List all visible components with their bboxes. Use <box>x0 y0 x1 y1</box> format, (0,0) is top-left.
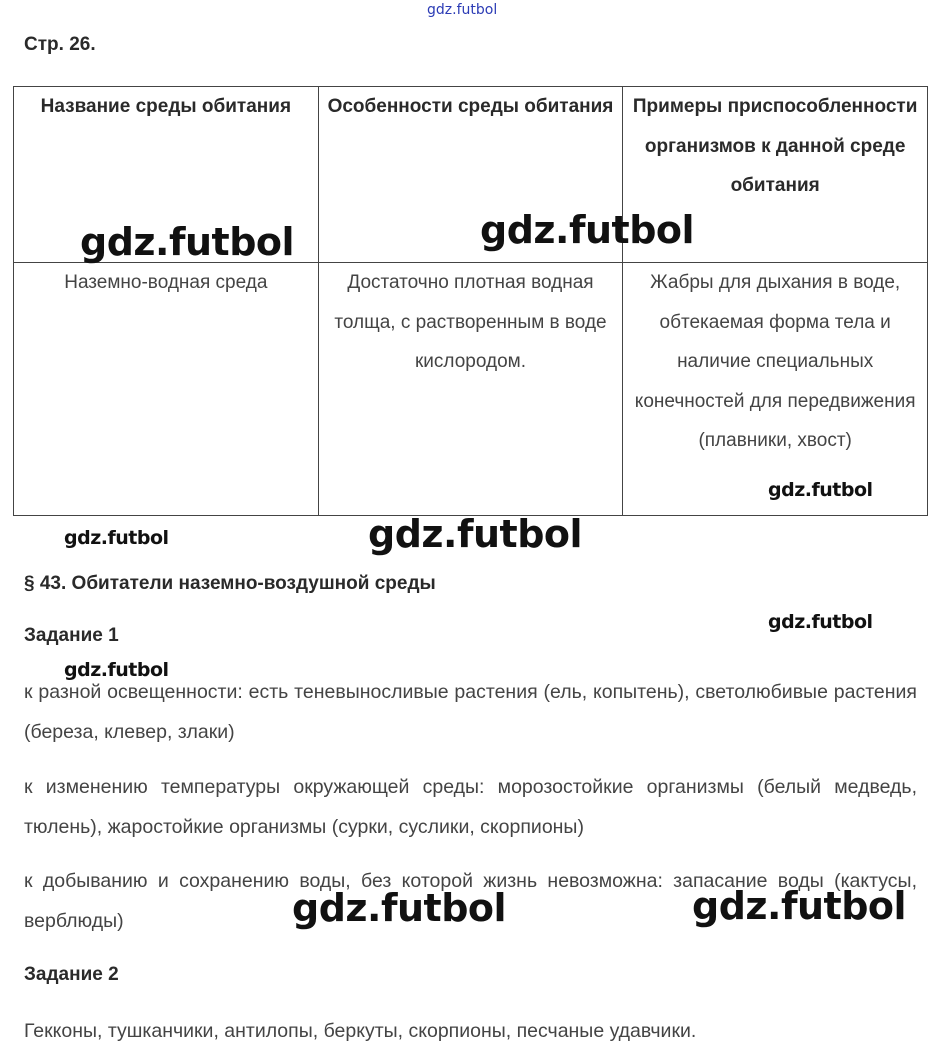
section-title: § 43. Обитатели наземно-воздушной среды <box>24 573 436 594</box>
watermark: gdz.futbol <box>480 208 695 252</box>
cell-adaptation-examples: Жабры для дыхания в воде, обтекаемая форма тела и наличие специальных конечностей для передвижения (плавники, хвост) <box>623 263 928 516</box>
habitat-table <box>13 86 928 516</box>
cell-habitat-name: Наземно-водная среда <box>14 263 319 516</box>
watermark: gdz.futbol <box>768 611 873 633</box>
watermark: gdz.futbol <box>64 527 169 549</box>
header-adaptation-examples: Примеры приспособленности организмов к данной среде обитания <box>623 87 928 263</box>
task-1-paragraph-light: к разной освещенности: есть теневыносливые растения (ель, копытень), светолюбивые растения (береза, клевер, злаки) <box>24 681 917 743</box>
task-1-paragraph-water: к добыванию и сохранению воды, без которой жизнь невозможна: запасание воды (кактусы, верблюды) <box>24 870 917 932</box>
watermark: gdz.futbol <box>768 479 873 501</box>
watermark: gdz.futbol <box>292 886 507 930</box>
watermark: gdz.futbol <box>692 884 907 928</box>
watermark-top: gdz.futbol <box>427 2 498 18</box>
cell-habitat-features: Достаточно плотная водная толща, с растворенным в воде кислородом. <box>318 263 623 516</box>
watermark: gdz.futbol <box>80 220 295 264</box>
task-1-title: Задание 1 <box>24 625 119 646</box>
task-1-paragraph-temperature: к изменению температуры окружающей среды: морозостойкие организмы (белый медведь, тюлень), жаростойкие организмы (сурки, суслики, скорпионы) <box>24 776 917 838</box>
page-reference: Стр. 26. <box>24 34 96 55</box>
header-habitat-name: Название среды обитания <box>14 87 319 263</box>
table-row <box>14 263 928 516</box>
header-habitat-features: Особенности среды обитания <box>318 87 623 263</box>
task-2-answer: Гекконы, тушканчики, антилопы, беркуты, скорпионы, песчаные удавчики. <box>24 1020 697 1042</box>
task-2-title: Задание 2 <box>24 964 119 985</box>
watermark: gdz.futbol <box>64 659 169 681</box>
watermark: gdz.futbol <box>368 512 583 556</box>
